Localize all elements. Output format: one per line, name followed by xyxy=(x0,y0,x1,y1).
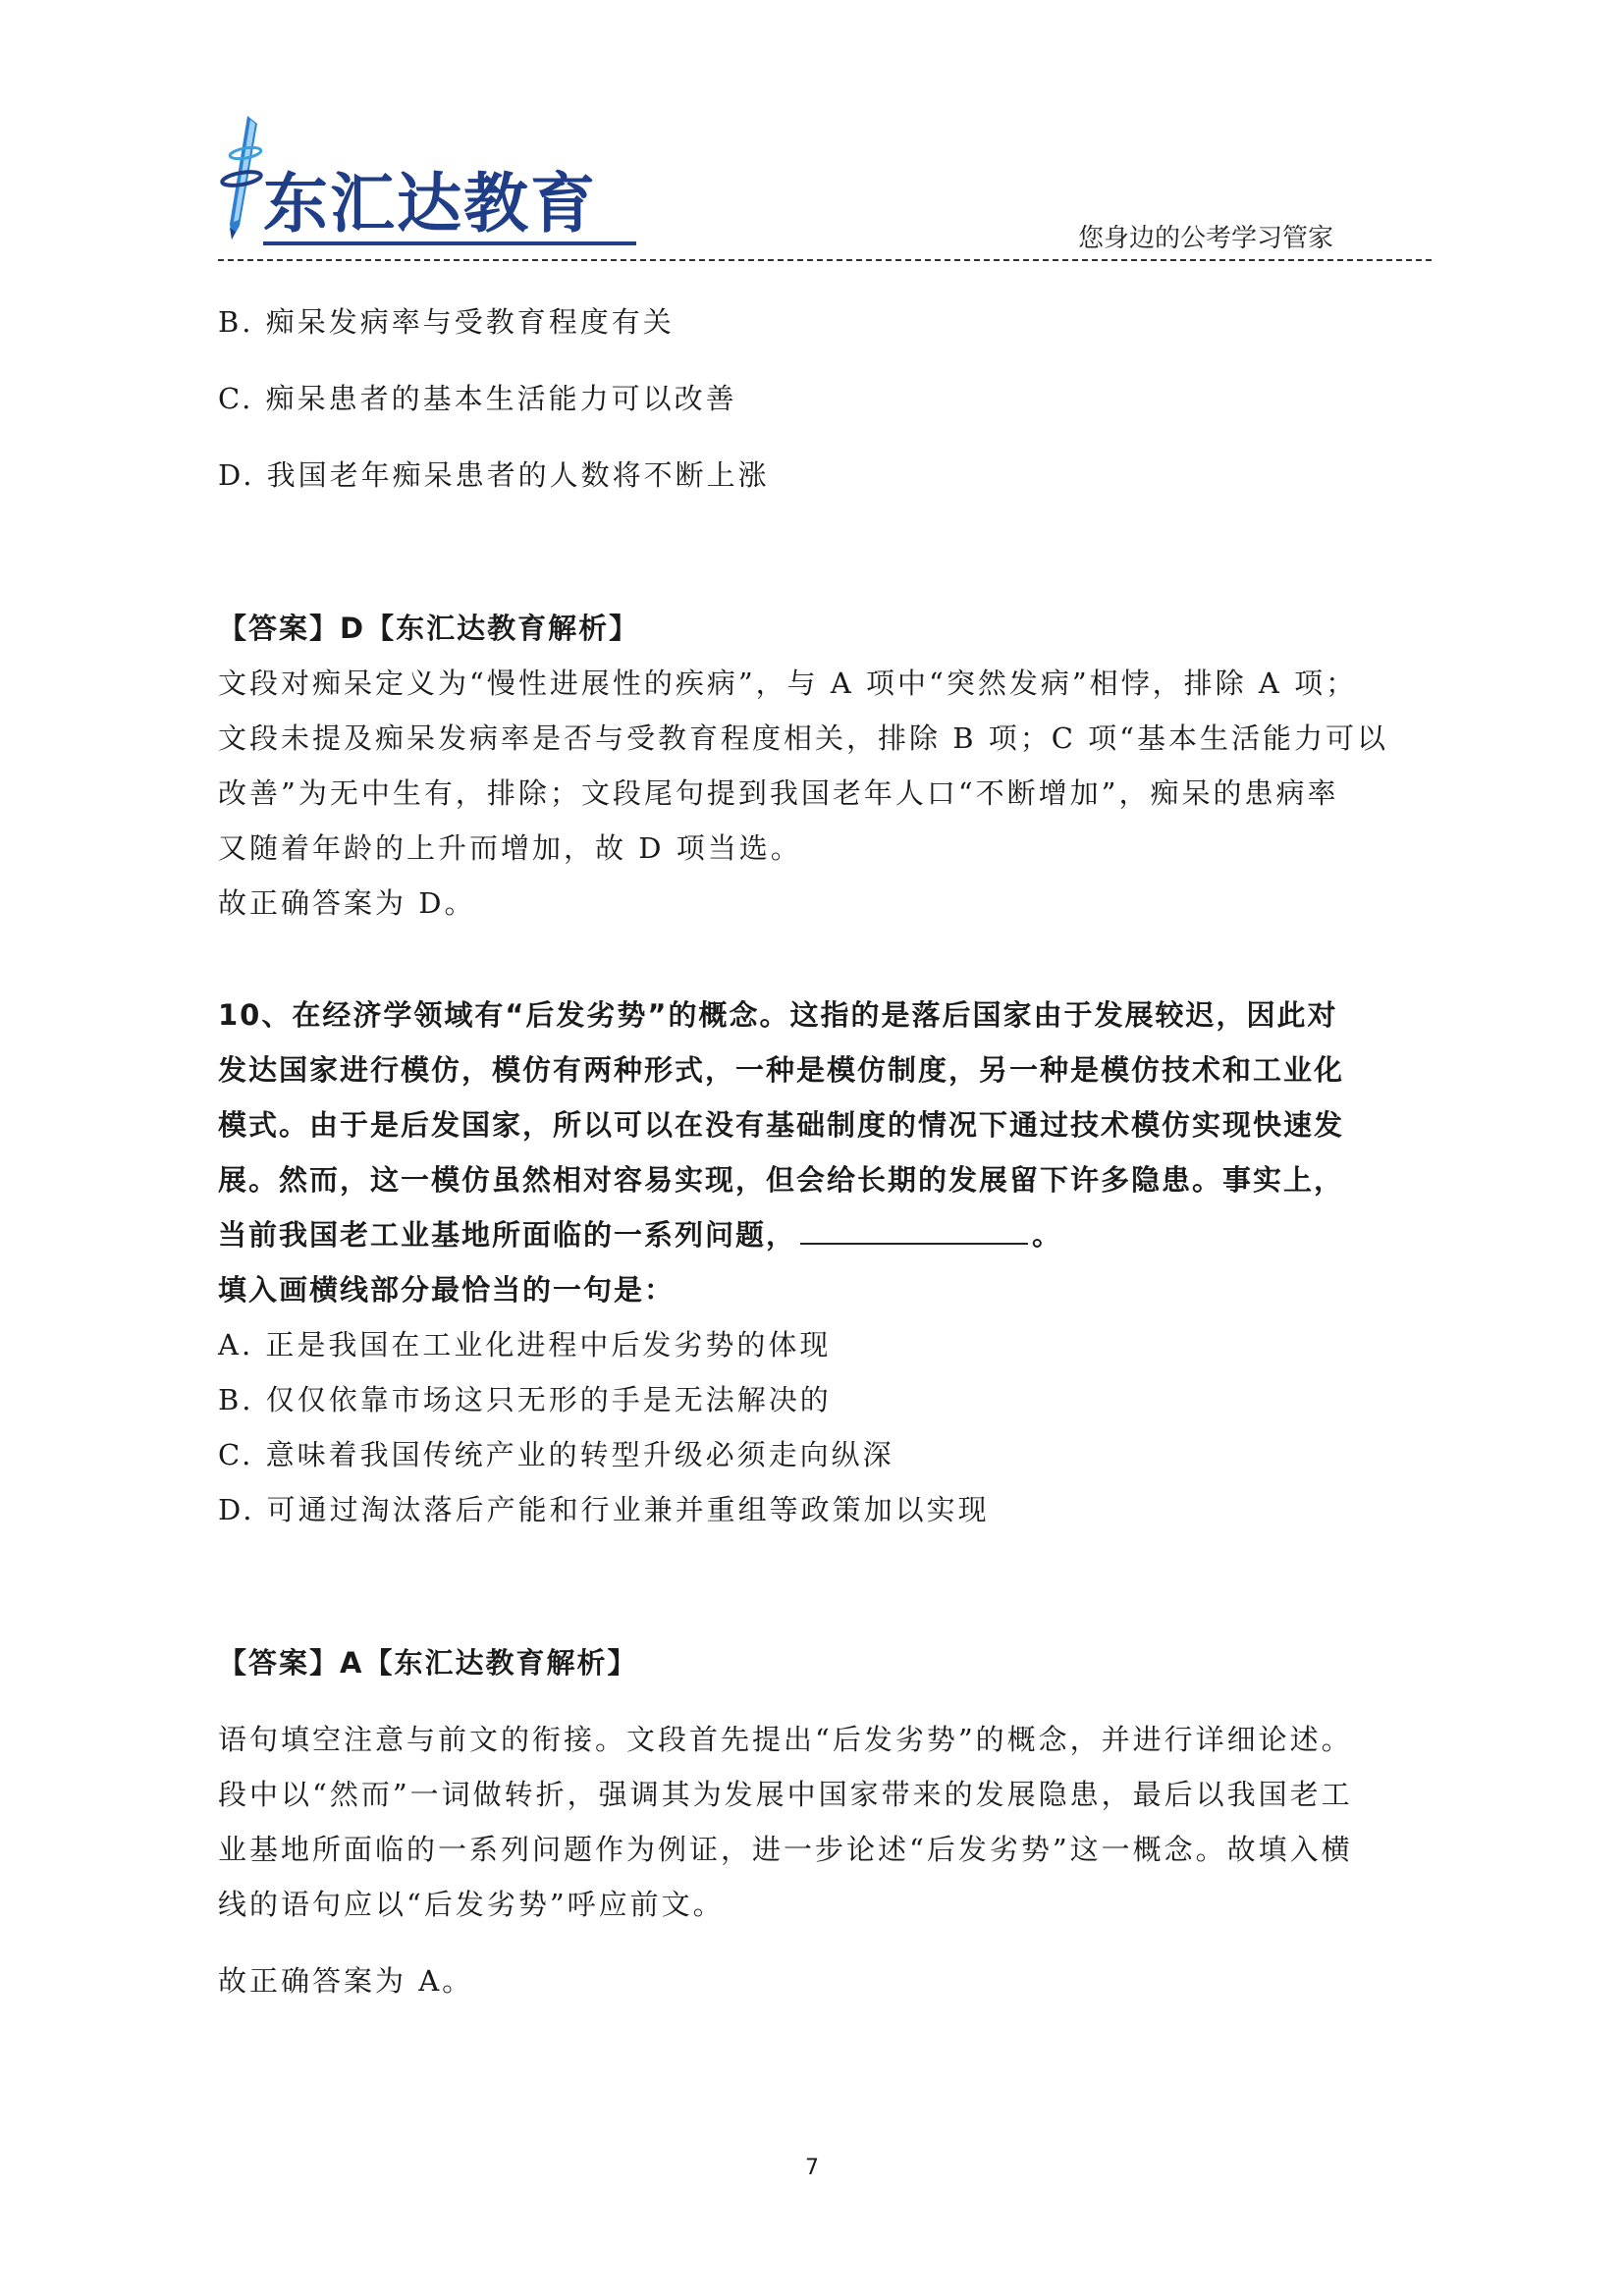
question-stem-line: 模式。由于是后发国家，所以可以在没有基础制度的情况下通过技术模仿实现快速发 xyxy=(218,1108,1345,1142)
question-stem-line: 展。然而，这一模仿虽然相对容易实现，但会给长期的发展留下许多隐患。事实上， xyxy=(218,1163,1345,1197)
stem-after-blank: 。 xyxy=(1032,1218,1063,1252)
option-c: C. 痴呆患者的基本生活能力可以改善 xyxy=(218,382,737,415)
answer-heading: 【答案】D【东汇达教育解析】 xyxy=(218,612,640,645)
explanation-line: 业基地所面临的一系列问题作为例证，进一步论述“后发劣势”这一概念。故填入横 xyxy=(218,1833,1353,1866)
explanation-line: 文段对痴呆定义为“慢性进展性的疾病”，与 A 项中“突然发病”相悖，排除 A 项； xyxy=(218,667,1358,700)
question-stem-line: 10、在经济学领域有“后发劣势”的概念。这指的是落后国家由于发展较迟，因此对 xyxy=(218,998,1338,1032)
answer-conclusion: 故正确答案为 A。 xyxy=(218,1964,474,1998)
option-a: A. 正是我国在工业化进程中后发劣势的体现 xyxy=(218,1328,832,1362)
question-stem-line: 发达国家进行模仿，模仿有两种形式，一种是模仿制度，另一种是模仿技术和工业化 xyxy=(218,1053,1345,1087)
page-header xyxy=(218,110,1432,265)
explanation-line: 又随着年龄的上升而增加，故 D 项当选。 xyxy=(218,831,802,865)
page-number: 7 xyxy=(805,2156,819,2180)
explanation-line: 段中以“然而”一词做转折，强调其为发展中国家带来的发展隐患，最后以我国老工 xyxy=(218,1778,1353,1811)
answer-conclusion: 故正确答案为 D。 xyxy=(218,886,476,920)
explanation-line: 改善”为无中生有，排除；文段尾句提到我国老年人口“不断增加”，痴呆的患病率 xyxy=(218,776,1339,810)
option-b: B. 仅仅依靠市场这只无形的手是无法解决的 xyxy=(218,1383,832,1416)
header-divider xyxy=(218,259,1432,261)
fill-in-blank xyxy=(800,1221,1028,1245)
option-b: B. 痴呆发病率与受教育程度有关 xyxy=(218,305,675,339)
brand-logo xyxy=(218,110,640,247)
stem-before-blank: 当前我国老工业基地所面临的一系列问题， xyxy=(218,1218,797,1252)
header-tagline: 您身边的公考学习管家 xyxy=(1077,224,1333,253)
logo-underline xyxy=(263,241,636,245)
question-stem-last-line xyxy=(218,1213,1062,1254)
explanation-line: 线的语句应以“后发劣势”呼应前文。 xyxy=(218,1888,725,1921)
question-prompt: 填入画横线部分最恰当的一句是： xyxy=(218,1273,676,1307)
logo-text: 东汇达教育 xyxy=(263,166,597,241)
option-d: D. 我国老年痴呆患者的人数将不断上涨 xyxy=(218,458,770,492)
option-d: D. 可通过淘汰落后产能和行业兼并重组等政策加以实现 xyxy=(218,1493,990,1526)
explanation-line: 文段未提及痴呆发病率是否与受教育程度相关，排除 B 项；C 项“基本生活能力可以 xyxy=(218,721,1388,755)
answer-heading: 【答案】A【东汇达教育解析】 xyxy=(218,1646,638,1680)
option-c: C. 意味着我国传统产业的转型升级必须走向纵深 xyxy=(218,1438,894,1471)
explanation-line: 语句填空注意与前文的衔接。文段首先提出“后发劣势”的概念，并进行详细论述。 xyxy=(218,1723,1353,1756)
